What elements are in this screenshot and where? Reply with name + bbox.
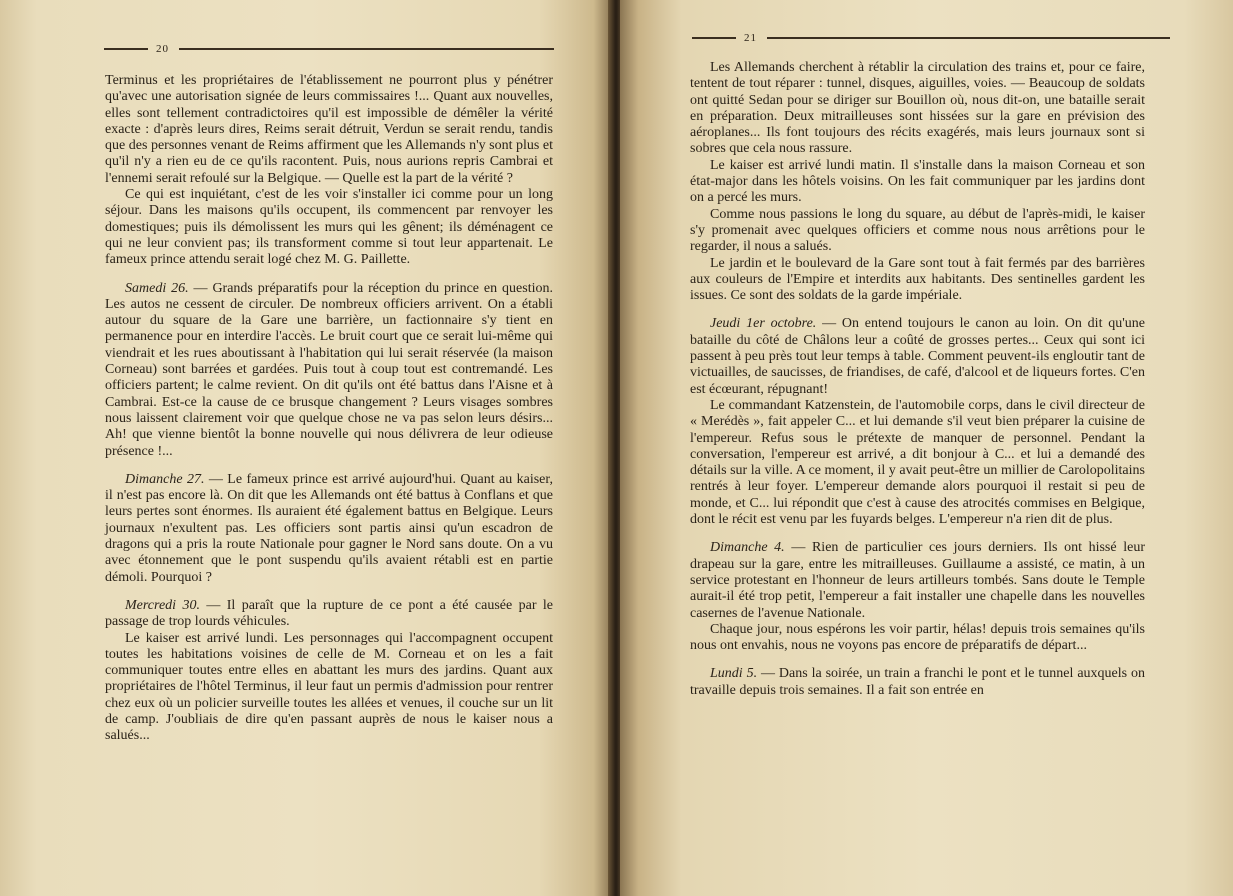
header-rule-short xyxy=(692,37,736,39)
entry-date: Lundi 5. xyxy=(710,666,758,682)
paragraph: Les Allemands cherchent à rétablir la circulation des trains et, pour ce faire, tentent de tout réparer : tunnel, disques, aiguilles, voies. — Beaucoup de soldats ont quitté Sedan pour se diriger sur Bouillon où, nous dit-on, une bataille serait en préparation. Deux mitrailleuses sont hissées sur la gare en prévision des aéroplanes... Ils font toujours des récits exagérés, mais leurs journaux sont si sobres que cela nous rassure. xyxy=(690,60,1145,157)
entry-date: Dimanche 4. xyxy=(710,540,785,556)
paragraph: Le kaiser est arrivé lundi. Les personnages qui l'accompagnent occupent toutes les habitations voisines de celle de M. Corneau et on les a fait communiquer toutes entre elles en abattant les murs des jardins. Quant aux propriétaires de l'hôtel Terminus, il leur faut un permis d'admission pour rentrer chez eux où un policier surveille toutes les allées et venues, il couche sur un lit de camp. J'oubliais de dire qu'en passant auprès de nous le kaiser nous a salués... xyxy=(105,630,553,744)
page-header xyxy=(692,32,1170,44)
paragraph: Ce qui est inquiétant, c'est de les voir s'installer ici comme pour un long séjour. Dans les maisons qu'ils occupent, ils commencent par renvoyer les domestiques; puis ils démolissent les murs qui les gênent; ils déménagent ce qui ne leur convient pas; ils transforment comme si tout leur appartenait. Le fameux prince attendu serait logé chez M. G. Paillette. xyxy=(105,187,553,268)
page-text xyxy=(690,60,1145,699)
entry-date: Mercredi 30. xyxy=(125,597,200,613)
right-page xyxy=(620,0,1233,896)
page-text xyxy=(105,73,553,745)
dated-entry: Dimanche 27. — Le fameux prince est arrivé aujourd'hui. Quant au kaiser, il n'est pas encore là. On dit que les Allemands ont été battus à Conflans et que leurs pertes sont énormes. Ils auraient été également battus en Belgique. Leurs journaux n'exultent pas. Les officiers sont partis ainsi qu'un escadron de dragons qui a pris la route Nationale pour gagner le Nord sans doute. On a vu avec étonnement que le pont suspendu qu'ils avaient rétabli est en partie démoli. Pourquoi ? xyxy=(105,471,553,585)
paragraph: Comme nous passions le long du square, au début de l'après-midi, le kaiser s'y promenait avec quelques officiers et comme nous nous arrêtions pour le regarder, il nous a salués. xyxy=(690,206,1145,255)
dated-entry: Samedi 26. — Grands préparatifs pour la réception du prince en question. Les autos ne cessent de circuler. De nombreux officiers arrivent. On a établi autour du square de la Gare une barrière, un factionnaire s'y tient en permanence pour en interdire l'accès. Le bruit court que ce serait lui-même qui viendrait et les rues aboutissant à l'habitation qui lui serait réservée (la maison Corneau) sont barrées et gardées. Puis tout à coup tout est contremandé. Les officiers partent; le calme revient. On dit qu'ils ont été battus dans l'Aisne et à Cambrai. Est-ce la cause de ce brusque changement ? Leurs visages sombres nous laissent clairement voir que quelque chose ne va pas selon leurs désirs... Ah! que vienne bientôt la bonne nouvelle qui nous délivrera de leur odieuse présence !... xyxy=(105,280,553,459)
page-header xyxy=(104,43,554,55)
dated-entry: Dimanche 4. — Rien de particulier ces jours derniers. Ils ont hissé leur drapeau sur la gare, entre les mitrailleuses. Guillaume a assisté, ce matin, à un service protestant en l'honneur de leurs artilleurs tombés. Sans doute le Temple aurait-il été trop petit, l'empereur a fait installer une chapelle dans les nouvelles casernes de l'avenue Nationale. xyxy=(690,540,1145,621)
page-number: 21 xyxy=(744,32,757,44)
left-page xyxy=(0,0,612,896)
dated-entry: Lundi 5. — Dans la soirée, un train a franchi le pont et le tunnel auxquels on travaille depuis trois semaines. Il a fait son entrée en xyxy=(690,666,1145,698)
header-rule-short xyxy=(104,48,148,50)
paragraph: Chaque jour, nous espérons les voir partir, hélas! depuis trois semaines qu'ils nous ont envahis, nous ne voyons pas encore de préparatifs de départ... xyxy=(690,621,1145,654)
paragraph: Le jardin et le boulevard de la Gare sont tout à fait fermés par des barrières aux couleurs de l'Empire et interdits aux habitants. Des sentinelles gardent les issues. Ce sont des soldats de la garde impériale. xyxy=(690,255,1145,304)
header-rule-long xyxy=(767,37,1170,39)
page-number: 20 xyxy=(156,43,169,55)
dated-entry: Mercredi 30. — Il paraît que la rupture de ce pont a été causée par le passage de trop lourds véhicules. xyxy=(105,597,553,630)
header-rule-long xyxy=(179,48,554,50)
paragraph: Le commandant Katzenstein, de l'automobile corps, dans le civil directeur de « Merédès », fait appeler C... et lui demande s'il veut bien préparer la cuisine de l'empereur. Refus sous le prétexte de manquer de personnel. Pendant la conversation, l'empereur est arrivé, a dit bonjour à C... et lui a demandé des détails sur la ville. A ce moment, il y avait peut-être un millier de Carolopolitains rentrés à leur foyer. L'empereur demande alors pourquoi il restait si peu de monde, et C... lui répondit que c'est à cause des atrocités commises en Belgique, dont le récit est venu par les fuyards belges. L'empereur n'a rien dit de plus. xyxy=(690,397,1145,528)
dated-entry: Jeudi 1er octobre. — On entend toujours le canon au loin. On dit qu'une bataille du côté de Châlons leur a coûté de grosses pertes... Ceux qui sont ici passent à peu près tout leur temps à table. Comment peuvent-ils engloutir tant de victuailles, de saucisses, de friandises, de café, d'alcool et de liqueurs fortes. C'en est écœurant, répugnant! xyxy=(690,316,1145,397)
paragraph: Terminus et les propriétaires de l'établissement ne pourront plus y pénétrer qu'avec une autorisation signée de leurs commissaires !... Quant aux nouvelles, elles sont tellement contradictoires qu'il est impossible de démêler la vérité exacte : d'après leurs dires, Reims serait détruit, Verdun se serait rendu, tandis que des personnes venant de Reims affirment que les Allemands n'y sont plus et qu'il n'y a rien eu de ce qu'ils racontent. Puis, nous aurions repris Cambrai et l'ennemi serait refoulé sur la Belgique. — Quelle est la part de la vérité ? xyxy=(105,73,553,186)
entry-date: Dimanche 27. xyxy=(125,471,205,487)
entry-date: Jeudi 1er octobre. xyxy=(710,316,817,332)
paragraph: Le kaiser est arrivé lundi matin. Il s'installe dans la maison Corneau et son état-major dans les hôtels voisins. On les fait communiquer par les jardins dont on a percé les murs. xyxy=(690,157,1145,206)
entry-date: Samedi 26. xyxy=(125,280,189,296)
